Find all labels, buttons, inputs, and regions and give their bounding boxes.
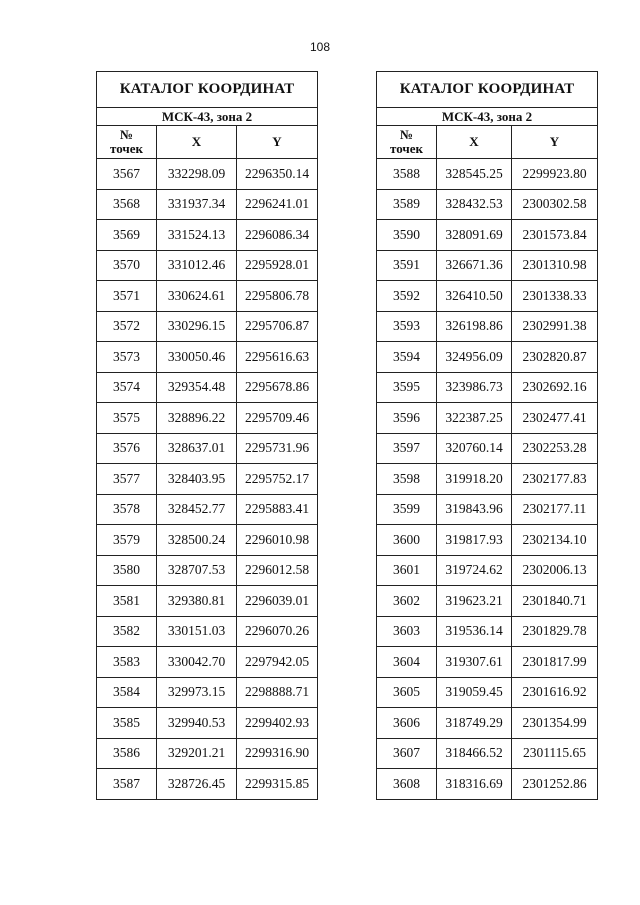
cell-y: 2295706.87 xyxy=(237,311,318,342)
table-row xyxy=(97,555,318,586)
table-title: КАТАЛОГ КООРДИНАТ xyxy=(97,72,318,108)
table-row xyxy=(97,403,318,434)
cell-y: 2302253.28 xyxy=(512,433,598,464)
cell-point-number: 3599 xyxy=(377,494,437,525)
cell-point-number: 3606 xyxy=(377,708,437,739)
cell-y: 2295883.41 xyxy=(237,494,318,525)
cell-point-number: 3575 xyxy=(97,403,157,434)
cell-point-number: 3577 xyxy=(97,464,157,495)
cell-point-number: 3587 xyxy=(97,769,157,800)
table-row xyxy=(97,311,318,342)
cell-y: 2296010.98 xyxy=(237,525,318,556)
table-row xyxy=(377,403,598,434)
table-row xyxy=(97,677,318,708)
table-row xyxy=(377,494,598,525)
header-num-symbol: № xyxy=(119,127,134,142)
cell-point-number: 3572 xyxy=(97,311,157,342)
cell-y: 2295616.63 xyxy=(237,342,318,373)
table-row xyxy=(377,433,598,464)
cell-y: 2302991.38 xyxy=(512,311,598,342)
table-zone: МСК-43, зона 2 xyxy=(377,108,598,126)
cell-x: 328452.77 xyxy=(157,494,237,525)
cell-y: 2295678.86 xyxy=(237,372,318,403)
cell-x: 332298.09 xyxy=(157,159,237,190)
table-row xyxy=(377,220,598,251)
column-header-point-number xyxy=(377,126,437,159)
cell-x: 328707.53 xyxy=(157,555,237,586)
column-header-x: X xyxy=(157,126,237,159)
cell-y: 2301252.86 xyxy=(512,769,598,800)
cell-point-number: 3569 xyxy=(97,220,157,251)
cell-point-number: 3585 xyxy=(97,708,157,739)
cell-y: 2301817.99 xyxy=(512,647,598,678)
table-row xyxy=(377,677,598,708)
table-row xyxy=(97,250,318,281)
cell-point-number: 3595 xyxy=(377,372,437,403)
table-zone: МСК-43, зона 2 xyxy=(97,108,318,126)
cell-point-number: 3579 xyxy=(97,525,157,556)
cell-x: 318466.52 xyxy=(437,738,512,769)
cell-x: 331012.46 xyxy=(157,250,237,281)
cell-point-number: 3590 xyxy=(377,220,437,251)
cell-x: 322387.25 xyxy=(437,403,512,434)
cell-point-number: 3591 xyxy=(377,250,437,281)
cell-y: 2295928.01 xyxy=(237,250,318,281)
table-row xyxy=(377,464,598,495)
table-row xyxy=(97,616,318,647)
cell-point-number: 3586 xyxy=(97,738,157,769)
cell-y: 2299923.80 xyxy=(512,159,598,190)
table-row xyxy=(377,769,598,800)
cell-y: 2297942.05 xyxy=(237,647,318,678)
cell-point-number: 3584 xyxy=(97,677,157,708)
cell-point-number: 3605 xyxy=(377,677,437,708)
cell-point-number: 3603 xyxy=(377,616,437,647)
cell-y: 2298888.71 xyxy=(237,677,318,708)
table-row xyxy=(377,586,598,617)
table-row xyxy=(377,189,598,220)
table-row xyxy=(97,647,318,678)
cell-y: 2301310.98 xyxy=(512,250,598,281)
table-row xyxy=(97,586,318,617)
cell-x: 319724.62 xyxy=(437,555,512,586)
cell-y: 2295806.78 xyxy=(237,281,318,312)
cell-y: 2302820.87 xyxy=(512,342,598,373)
table-title: КАТАЛОГ КООРДИНАТ xyxy=(377,72,598,108)
cell-x: 319059.45 xyxy=(437,677,512,708)
cell-y: 2302006.13 xyxy=(512,555,598,586)
cell-x: 328432.53 xyxy=(437,189,512,220)
cell-x: 318316.69 xyxy=(437,769,512,800)
cell-x: 328500.24 xyxy=(157,525,237,556)
table-row xyxy=(97,281,318,312)
cell-point-number: 3596 xyxy=(377,403,437,434)
cell-y: 2302177.11 xyxy=(512,494,598,525)
cell-x: 323986.73 xyxy=(437,372,512,403)
cell-point-number: 3593 xyxy=(377,311,437,342)
table-row xyxy=(377,708,598,739)
cell-x: 319307.61 xyxy=(437,647,512,678)
table-row xyxy=(97,372,318,403)
cell-x: 330151.03 xyxy=(157,616,237,647)
cell-y: 2295731.96 xyxy=(237,433,318,464)
cell-x: 330296.15 xyxy=(157,311,237,342)
table-row xyxy=(377,647,598,678)
cell-point-number: 3597 xyxy=(377,433,437,464)
table-row xyxy=(377,555,598,586)
table-row xyxy=(97,708,318,739)
cell-point-number: 3576 xyxy=(97,433,157,464)
cell-y: 2302692.16 xyxy=(512,372,598,403)
table-row xyxy=(97,738,318,769)
cell-point-number: 3602 xyxy=(377,586,437,617)
cell-point-number: 3567 xyxy=(97,159,157,190)
cell-x: 319817.93 xyxy=(437,525,512,556)
cell-point-number: 3607 xyxy=(377,738,437,769)
table-row xyxy=(377,616,598,647)
cell-point-number: 3604 xyxy=(377,647,437,678)
table-row xyxy=(97,342,318,373)
cell-y: 2295752.17 xyxy=(237,464,318,495)
cell-point-number: 3580 xyxy=(97,555,157,586)
cell-point-number: 3600 xyxy=(377,525,437,556)
table-row xyxy=(377,738,598,769)
cell-x: 319843.96 xyxy=(437,494,512,525)
header-num-symbol: № xyxy=(399,127,414,142)
cell-y: 2301573.84 xyxy=(512,220,598,251)
cell-y: 2301338.33 xyxy=(512,281,598,312)
table-row xyxy=(377,342,598,373)
cell-x: 329354.48 xyxy=(157,372,237,403)
cell-point-number: 3598 xyxy=(377,464,437,495)
cell-y: 2302177.83 xyxy=(512,464,598,495)
table-row xyxy=(97,494,318,525)
coordinate-table-left xyxy=(96,71,318,800)
cell-point-number: 3573 xyxy=(97,342,157,373)
table-row xyxy=(377,311,598,342)
table-row xyxy=(377,281,598,312)
table-row xyxy=(377,372,598,403)
cell-point-number: 3571 xyxy=(97,281,157,312)
cell-x: 319918.20 xyxy=(437,464,512,495)
column-header-y: Y xyxy=(237,126,318,159)
cell-x: 319623.21 xyxy=(437,586,512,617)
cell-y: 2301840.71 xyxy=(512,586,598,617)
cell-x: 328403.95 xyxy=(157,464,237,495)
cell-y: 2299316.90 xyxy=(237,738,318,769)
cell-x: 331524.13 xyxy=(157,220,237,251)
header-num-word: точек xyxy=(390,141,423,156)
cell-point-number: 3570 xyxy=(97,250,157,281)
table-row xyxy=(377,159,598,190)
table-row xyxy=(377,525,598,556)
column-header-x: X xyxy=(437,126,512,159)
cell-point-number: 3574 xyxy=(97,372,157,403)
cell-x: 318749.29 xyxy=(437,708,512,739)
cell-x: 319536.14 xyxy=(437,616,512,647)
cell-x: 328726.45 xyxy=(157,769,237,800)
cell-point-number: 3601 xyxy=(377,555,437,586)
cell-y: 2295709.46 xyxy=(237,403,318,434)
cell-x: 320760.14 xyxy=(437,433,512,464)
cell-point-number: 3588 xyxy=(377,159,437,190)
cell-x: 330042.70 xyxy=(157,647,237,678)
header-num-word: точек xyxy=(110,141,143,156)
cell-point-number: 3581 xyxy=(97,586,157,617)
cell-x: 328896.22 xyxy=(157,403,237,434)
cell-y: 2301115.65 xyxy=(512,738,598,769)
cell-y: 2301829.78 xyxy=(512,616,598,647)
cell-x: 330624.61 xyxy=(157,281,237,312)
table-row xyxy=(97,220,318,251)
cell-y: 2296012.58 xyxy=(237,555,318,586)
page-number: 108 xyxy=(309,40,331,54)
cell-y: 2296070.26 xyxy=(237,616,318,647)
table-row xyxy=(97,189,318,220)
cell-x: 328091.69 xyxy=(437,220,512,251)
cell-y: 2296350.14 xyxy=(237,159,318,190)
cell-x: 329380.81 xyxy=(157,586,237,617)
cell-x: 326198.86 xyxy=(437,311,512,342)
cell-x: 328545.25 xyxy=(437,159,512,190)
cell-x: 326671.36 xyxy=(437,250,512,281)
cell-point-number: 3608 xyxy=(377,769,437,800)
cell-x: 329201.21 xyxy=(157,738,237,769)
table-row xyxy=(377,250,598,281)
column-header-y: Y xyxy=(512,126,598,159)
cell-x: 330050.46 xyxy=(157,342,237,373)
cell-y: 2296039.01 xyxy=(237,586,318,617)
cell-y: 2296241.01 xyxy=(237,189,318,220)
table-row xyxy=(97,769,318,800)
cell-point-number: 3594 xyxy=(377,342,437,373)
cell-point-number: 3583 xyxy=(97,647,157,678)
cell-point-number: 3582 xyxy=(97,616,157,647)
cell-y: 2296086.34 xyxy=(237,220,318,251)
cell-point-number: 3589 xyxy=(377,189,437,220)
cell-point-number: 3568 xyxy=(97,189,157,220)
cell-y: 2301354.99 xyxy=(512,708,598,739)
cell-y: 2302134.10 xyxy=(512,525,598,556)
cell-y: 2299402.93 xyxy=(237,708,318,739)
cell-y: 2302477.41 xyxy=(512,403,598,434)
cell-point-number: 3592 xyxy=(377,281,437,312)
table-row xyxy=(97,525,318,556)
cell-x: 324956.09 xyxy=(437,342,512,373)
cell-point-number: 3578 xyxy=(97,494,157,525)
coordinate-table-right xyxy=(376,71,598,800)
cell-x: 326410.50 xyxy=(437,281,512,312)
cell-x: 331937.34 xyxy=(157,189,237,220)
cell-x: 329973.15 xyxy=(157,677,237,708)
cell-y: 2300302.58 xyxy=(512,189,598,220)
cell-y: 2299315.85 xyxy=(237,769,318,800)
table-row xyxy=(97,433,318,464)
cell-x: 328637.01 xyxy=(157,433,237,464)
table-row xyxy=(97,464,318,495)
cell-x: 329940.53 xyxy=(157,708,237,739)
column-header-point-number xyxy=(97,126,157,159)
table-row xyxy=(97,159,318,190)
cell-y: 2301616.92 xyxy=(512,677,598,708)
